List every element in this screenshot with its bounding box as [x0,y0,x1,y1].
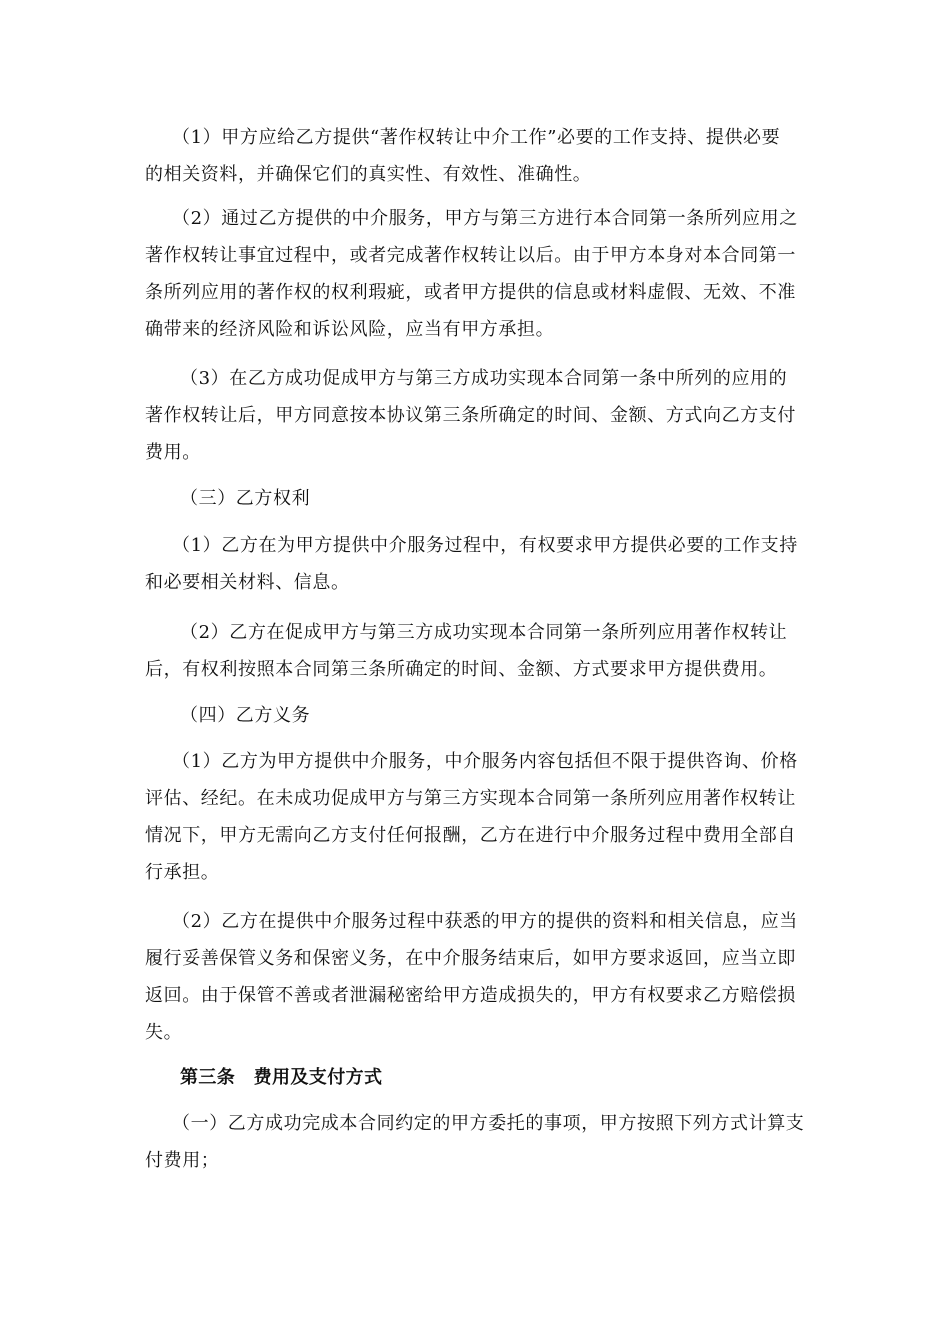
text-line: （1）乙方为甲方提供中介服务，中介服务内容包括但不限于提供咨询、价格 [172,751,798,772]
text-line: 和必要相关材料、信息。 [145,572,350,593]
text-line: 失。 [145,1022,183,1043]
text-line: 费用。 [145,442,201,463]
text-line: 的相关资料，并确保它们的真实性、有效性、准确性。 [145,164,592,185]
section-heading: （三）乙方权利 [180,488,311,509]
text-line: 评估、经纪。在未成功促成甲方与第三方实现本合同第一条所列应用著作权转让 [145,788,796,809]
text-line: 条所列应用的著作权的权利瑕疵，或者甲方提供的信息或材料虚假、无效、不准 [145,282,796,303]
text-line: 著作权转让后，甲方同意按本协议第三条所确定的时间、金额、方式向乙方支付 [145,405,796,426]
text-line: （1）甲方应给乙方提供“著作权转让中介工作”必要的工作支持、提供必要 [172,127,781,148]
text-line: （2）乙方在促成甲方与第三方成功实现本合同第一条所列应用著作权转让 [180,622,788,643]
text-line: 返回。由于保管不善或者泄漏秘密给甲方造成损失的，甲方有权要求乙方赔偿损 [145,985,796,1006]
text-line: （2）乙方在提供中介服务过程中获悉的甲方的提供的资料和相关信息，应当 [172,911,798,932]
text-line: 行承担。 [145,862,220,883]
text-line: （一）乙方成功完成本合同约定的甲方委托的事项，甲方按照下列方式计算支 [172,1113,805,1134]
text-line: 履行妥善保管义务和保密义务，在中介服务结束后，如甲方要求返回，应当立即 [145,948,796,969]
text-line: 情况下，甲方无需向乙方支付任何报酬，乙方在进行中介服务过程中费用全部自 [145,825,796,846]
article-heading: 第三条 费用及支付方式 [180,1067,383,1088]
text-line: 付费用； [145,1150,220,1171]
text-line: （3）在乙方成功促成甲方与第三方成功实现本合同第一条中所列的应用的 [180,368,788,389]
text-line: 后，有权利按照本合同第三条所确定的时间、金额、方式要求甲方提供费用。 [145,659,778,680]
text-line: 著作权转让事宜过程中，或者完成著作权转让以后。由于甲方本身对本合同第一 [145,245,796,266]
text-line: （2）通过乙方提供的中介服务，甲方与第三方进行本合同第一条所列应用之 [172,208,798,229]
text-line: （1）乙方在为甲方提供中介服务过程中，有权要求甲方提供必要的工作支持 [172,535,798,556]
section-heading: （四）乙方义务 [180,705,311,726]
text-line: 确带来的经济风险和诉讼风险，应当有甲方承担。 [145,319,555,340]
